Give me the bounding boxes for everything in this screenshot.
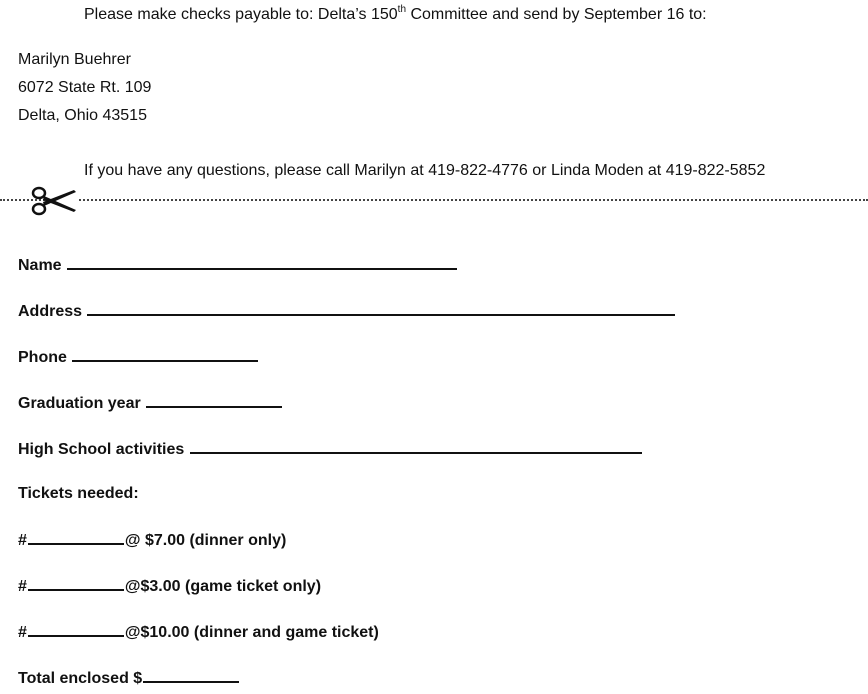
payable-instructions	[84, 5, 707, 25]
ticket-dinner-text: @ $7.00 (dinner only)	[124, 532, 287, 549]
activities-field[interactable]	[18, 438, 643, 460]
graduation-year-field[interactable]	[18, 392, 283, 414]
mail-to-name: Marilyn Buehrer	[18, 51, 131, 68]
mail-to-street: 6072 State Rt. 109	[18, 79, 152, 96]
name-label: Name	[18, 257, 62, 274]
total-blank[interactable]	[143, 667, 239, 683]
address-blank[interactable]	[87, 300, 675, 316]
ticket-game-qty-blank[interactable]	[28, 575, 124, 591]
name-field[interactable]	[18, 254, 458, 276]
address-field[interactable]	[18, 300, 676, 322]
ticket-game-row[interactable]	[18, 575, 321, 597]
ticket-game-hash: #	[18, 578, 27, 595]
graduation-year-label: Graduation year	[18, 395, 141, 412]
phone-field[interactable]	[18, 346, 259, 368]
total-label: Total enclosed $	[18, 670, 143, 687]
ticket-both-text: @$10.00 (dinner and game ticket)	[124, 624, 379, 641]
ticket-dinner-row[interactable]	[18, 529, 286, 551]
scissors-icon	[30, 184, 78, 218]
name-blank[interactable]	[67, 254, 457, 270]
ticket-game-text: @$3.00 (game ticket only)	[124, 578, 322, 595]
total-field[interactable]	[18, 667, 240, 689]
payable-text-post: Committee and send by September 16 to:	[406, 6, 707, 23]
activities-blank[interactable]	[190, 438, 642, 454]
ticket-both-row[interactable]	[18, 621, 379, 643]
phone-blank[interactable]	[72, 346, 258, 362]
address-label: Address	[18, 303, 83, 320]
mail-to-city: Delta, Ohio 43515	[18, 107, 147, 124]
ticket-both-hash: #	[18, 624, 27, 641]
questions-contact: If you have any questions, please call Marilyn at 419-822-4776 or Linda Moden at 419-822-5852	[84, 162, 766, 179]
ticket-dinner-qty-blank[interactable]	[28, 529, 124, 545]
graduation-year-blank[interactable]	[146, 392, 282, 408]
payable-text-pre: Please make checks payable to: Delta’s 150	[84, 6, 398, 23]
ticket-dinner-hash: #	[18, 532, 27, 549]
ticket-both-qty-blank[interactable]	[28, 621, 124, 637]
payable-superscript: th	[397, 3, 407, 15]
tickets-heading: Tickets needed:	[18, 485, 139, 502]
activities-label: High School activities	[18, 441, 185, 458]
phone-label: Phone	[18, 349, 67, 366]
cut-line	[0, 199, 868, 201]
